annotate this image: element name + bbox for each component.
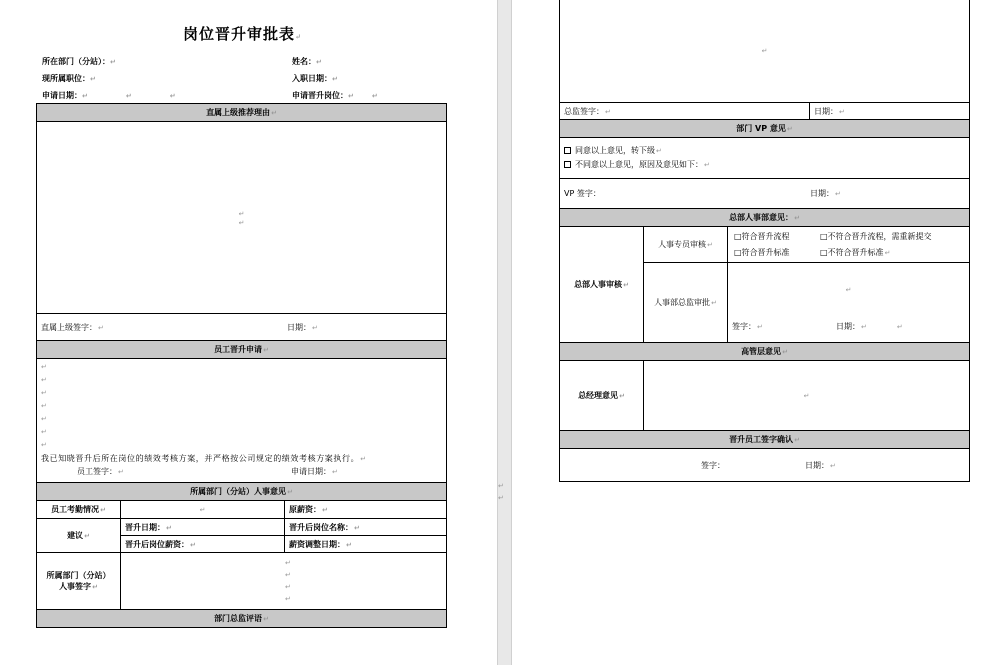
vp-disagree-option[interactable]: 不同意以上意见，原因及意见如下：↵ — [564, 158, 965, 172]
director-header: 部门总监评语↵ — [37, 610, 447, 628]
promotion-date[interactable]: 晋升日期：↵ — [121, 519, 285, 536]
info-apply-position[interactable]: 申请晋升岗位：↵ ↵ — [292, 91, 378, 100]
old-salary[interactable]: 原薪资：↵ — [285, 501, 447, 519]
hr-specialist-options[interactable]: □符合晋升流程 □不符合晋升流程，需重新提交 □符合晋升标准 □不符合晋升标准↵ — [728, 227, 970, 263]
salary-adjust-date[interactable]: 薪资调整日期：↵ — [285, 536, 447, 553]
director-comment-area[interactable]: ↵ — [560, 0, 970, 103]
suggestion-label: 建议↵ — [37, 519, 121, 553]
employee-application-area[interactable]: ↵ ↵ ↵ ↵ ↵ ↵ ↵ 我已知晓晋升后所在岗位的绩效考核方案，并严格按公司规定的绩效考核方案执行。↵ 员工签字：↵ 申请日期：↵ — [37, 359, 447, 483]
hr-sign-area[interactable]: ↵ ↵ ↵ ↵ — [121, 553, 447, 610]
vp-options[interactable] — [560, 138, 970, 179]
document-page-2 — [512, 0, 1006, 665]
director-sign[interactable]: 总监签字：↵ — [560, 103, 810, 120]
document-title: 岗位晋升审批表↵ — [183, 25, 302, 43]
opt-flow-no[interactable]: □不符合晋升流程，需重新提交 — [820, 231, 932, 241]
director-date[interactable]: 日期：↵ — [810, 103, 970, 120]
supervisor-signature-row[interactable]: 直属上级签字：↵ 日期：↵ — [37, 314, 447, 341]
vp-sign-row[interactable]: VP 签字： 日期：↵ — [560, 179, 970, 209]
info-name[interactable]: 姓名：↵ — [292, 57, 322, 66]
confirm-header: 晋升员工签字确认↵ — [560, 431, 970, 449]
hr-specialist-label: 人事专员审核↵ — [644, 227, 728, 263]
hr-director-area[interactable]: ↵ 签字：↵ 日期：↵ ↵ — [728, 263, 970, 343]
checkbox-icon[interactable] — [564, 161, 571, 168]
hq-hr-label: 总部人事审核↵ — [560, 227, 644, 343]
exec-header: 高管层意见↵ — [560, 343, 970, 361]
opt-flow-ok[interactable]: □符合晋升流程 — [734, 231, 790, 241]
attendance-label: 员工考勤情况↵ — [37, 501, 121, 519]
employee-header: 员工晋升申请↵ — [37, 341, 447, 359]
employee-statement: 我已知晓晋升后所在岗位的绩效考核方案，并严格按公司规定的绩效考核方案执行。 — [41, 454, 360, 463]
hr-sign-label: 所属部门（分站） 人事签字↵ — [37, 553, 121, 610]
info-current-position[interactable]: 现所属职位：↵ — [42, 74, 96, 83]
vp-agree-option[interactable]: 同意以上意见，转下级↵ — [564, 144, 965, 158]
document-page-1 — [0, 0, 497, 665]
hq-hr-header: 总部人事部意见：↵ — [560, 209, 970, 227]
supervisor-reason-area[interactable]: ↵ ↵ — [37, 122, 447, 314]
opt-std-no[interactable]: □不符合晋升标准 — [820, 247, 884, 257]
info-apply-date[interactable]: 申请日期：↵ ↵ ↵ — [42, 91, 176, 100]
attendance-value[interactable]: ↵ — [121, 501, 285, 519]
new-position-name[interactable]: 晋升后岗位名称：↵ — [285, 519, 447, 536]
approval-form-right — [559, 0, 970, 482]
info-entry-date[interactable]: 入职日期：↵ — [292, 74, 338, 83]
checkbox-icon[interactable] — [564, 147, 571, 154]
new-salary[interactable]: 晋升后岗位薪资：↵ — [121, 536, 285, 553]
gm-opinion-area[interactable]: ↵ — [644, 361, 970, 431]
supervisor-header: 直属上级推荐理由↵ — [37, 104, 447, 122]
page-gap: ↵ ↵ — [497, 0, 512, 665]
approval-form-left — [36, 103, 447, 628]
opt-std-ok[interactable]: □符合晋升标准 — [734, 247, 790, 257]
hr-director-label: 人事部总监审批↵ — [644, 263, 728, 343]
info-department[interactable]: 所在部门（分站）：↵ — [42, 57, 116, 66]
gm-label: 总经理意见↵ — [560, 361, 644, 431]
vp-header: 部门 VP 意见↵ — [560, 120, 970, 138]
confirm-sign-row[interactable]: 签字： 日期：↵ — [560, 449, 970, 482]
hr-header: 所属部门（分站）人事意见↵ — [37, 483, 447, 501]
